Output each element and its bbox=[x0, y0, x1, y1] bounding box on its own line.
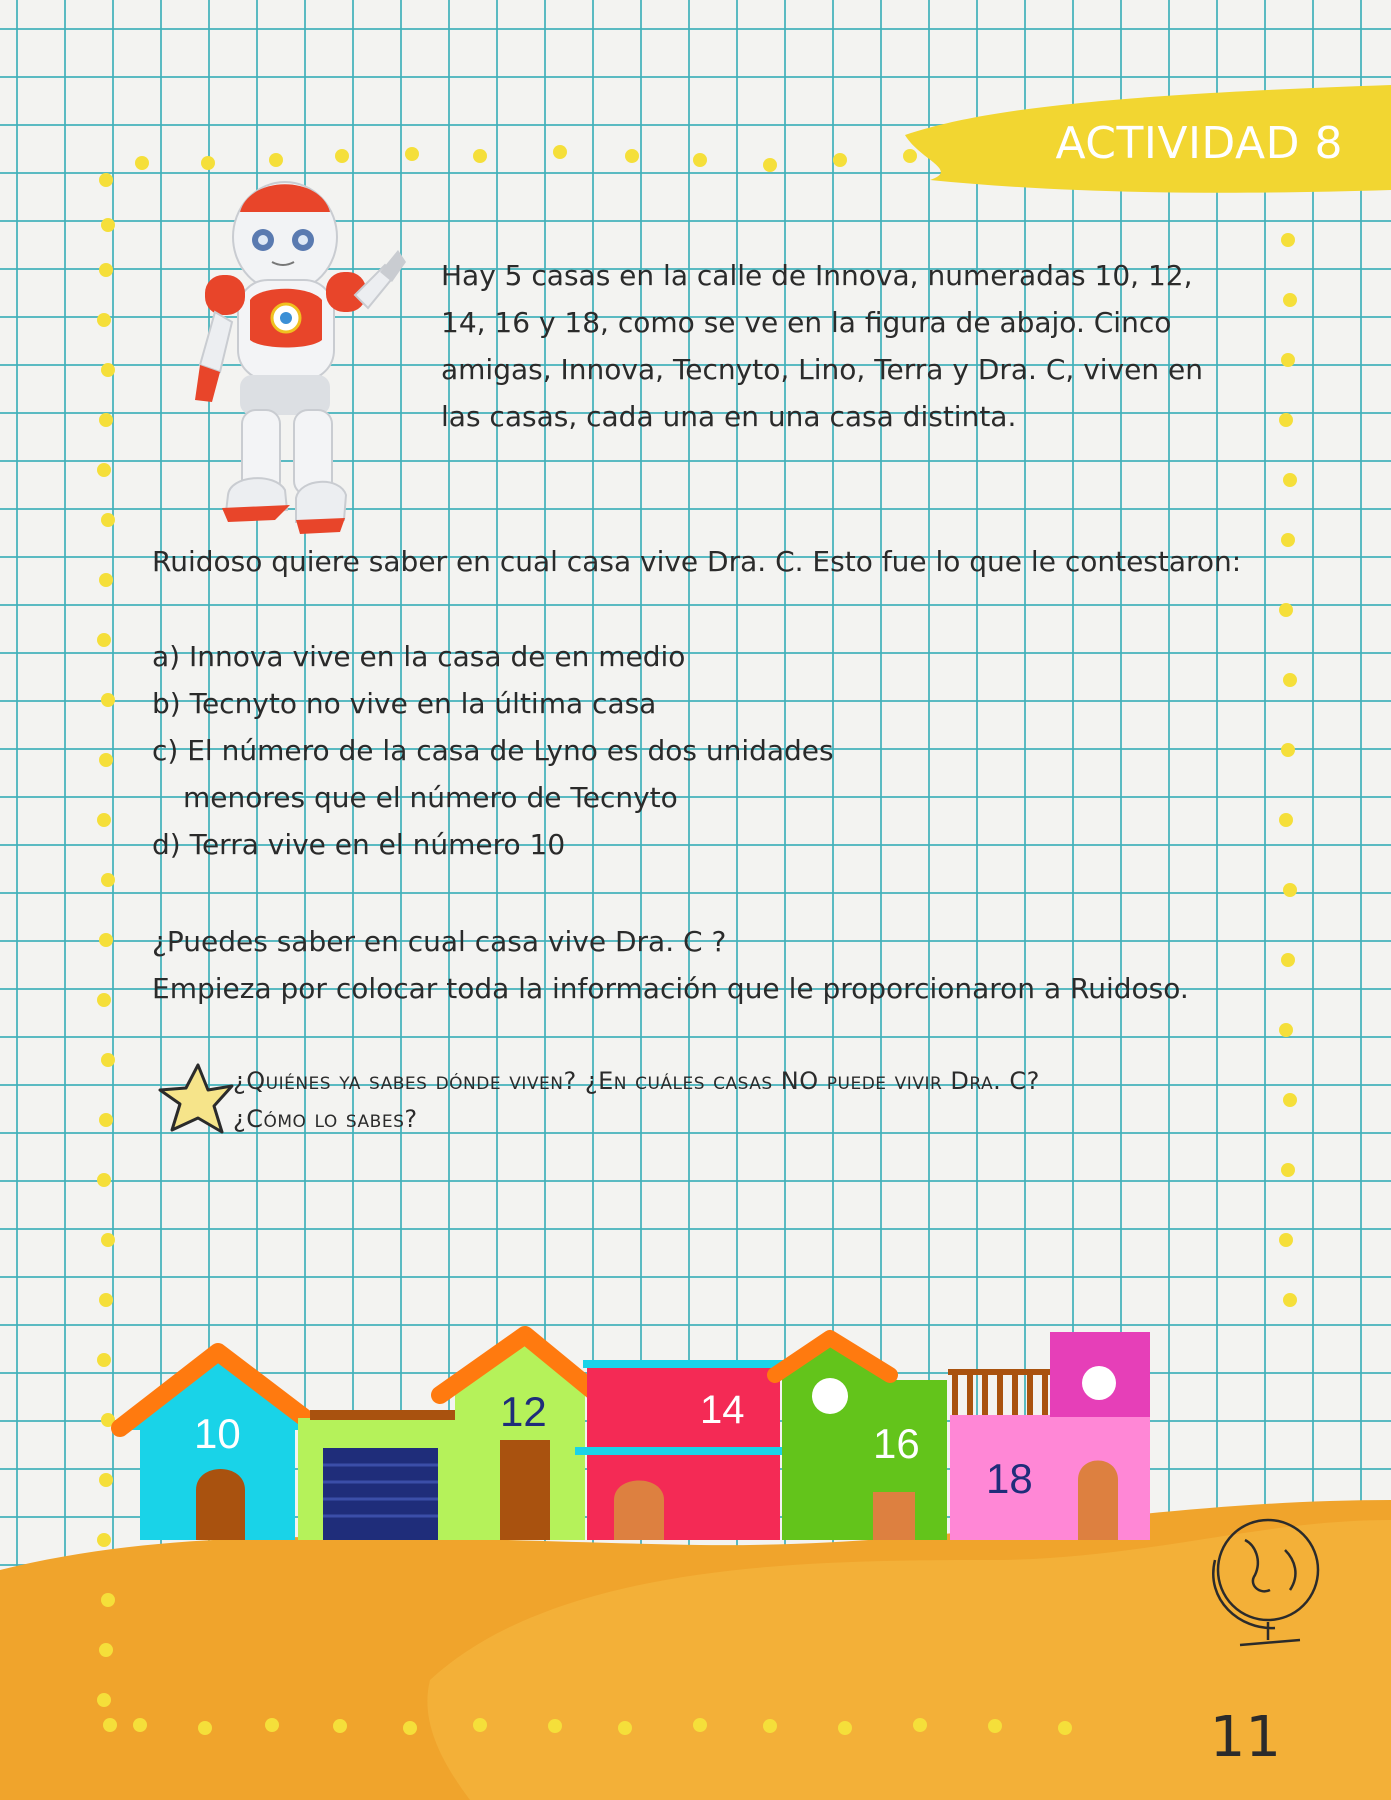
instruction-line: Empieza por colocar toda la información que le proporcionaron a Ruidoso. bbox=[152, 972, 1189, 1005]
page-number: 11 bbox=[1209, 1705, 1281, 1770]
star-icon bbox=[160, 1065, 232, 1132]
hint-line: ¿Quiénes ya sabes dónde viven? ¿En cuáles casas NO puede vivir Dra. C? bbox=[233, 1067, 1040, 1095]
house-number-10: 10 bbox=[194, 1410, 241, 1457]
clue-list bbox=[152, 633, 834, 868]
question-paragraph: Ruidoso quiere saber en cual casa vive Dra. C. Esto fue lo que le contestaron: bbox=[152, 545, 1242, 578]
clue-item: c) El número de la casa de Lyno es dos unidades bbox=[152, 734, 834, 767]
clue-item: d) Terra vive en el número 10 bbox=[152, 828, 566, 861]
ask-paragraph bbox=[152, 918, 1302, 1012]
clue-item-continuation: menores que el número de Tecnyto bbox=[183, 781, 678, 814]
house-number-12: 12 bbox=[500, 1388, 547, 1435]
clue-item: a) Innova vive en la casa de en medio bbox=[152, 640, 686, 673]
robot-illustration bbox=[195, 182, 406, 534]
house-number-16: 16 bbox=[873, 1420, 920, 1467]
activity-title: ACTIVIDAD 8 bbox=[1055, 118, 1343, 169]
house-number-18: 18 bbox=[986, 1455, 1033, 1502]
hint-line: ¿Cómo lo sabes? bbox=[233, 1105, 418, 1133]
intro-paragraph: Hay 5 casas en la calle de Innova, numeradas 10, 12, 14, 16 y 18, como se ve en la figura de abajo. Cinco amigas, Innova, Tecnyto, Lino, Terra y Dra. C, viven en las casas, cada una en una casa distinta. bbox=[441, 259, 1203, 433]
houses-illustration bbox=[120, 1332, 1150, 1540]
house-number-14: 14 bbox=[700, 1388, 745, 1432]
hint-box bbox=[233, 1062, 1233, 1138]
ask-line: ¿Puedes saber en cual casa vive Dra. C ? bbox=[152, 925, 727, 958]
clue-item: b) Tecnyto no vive en la última casa bbox=[152, 687, 657, 720]
